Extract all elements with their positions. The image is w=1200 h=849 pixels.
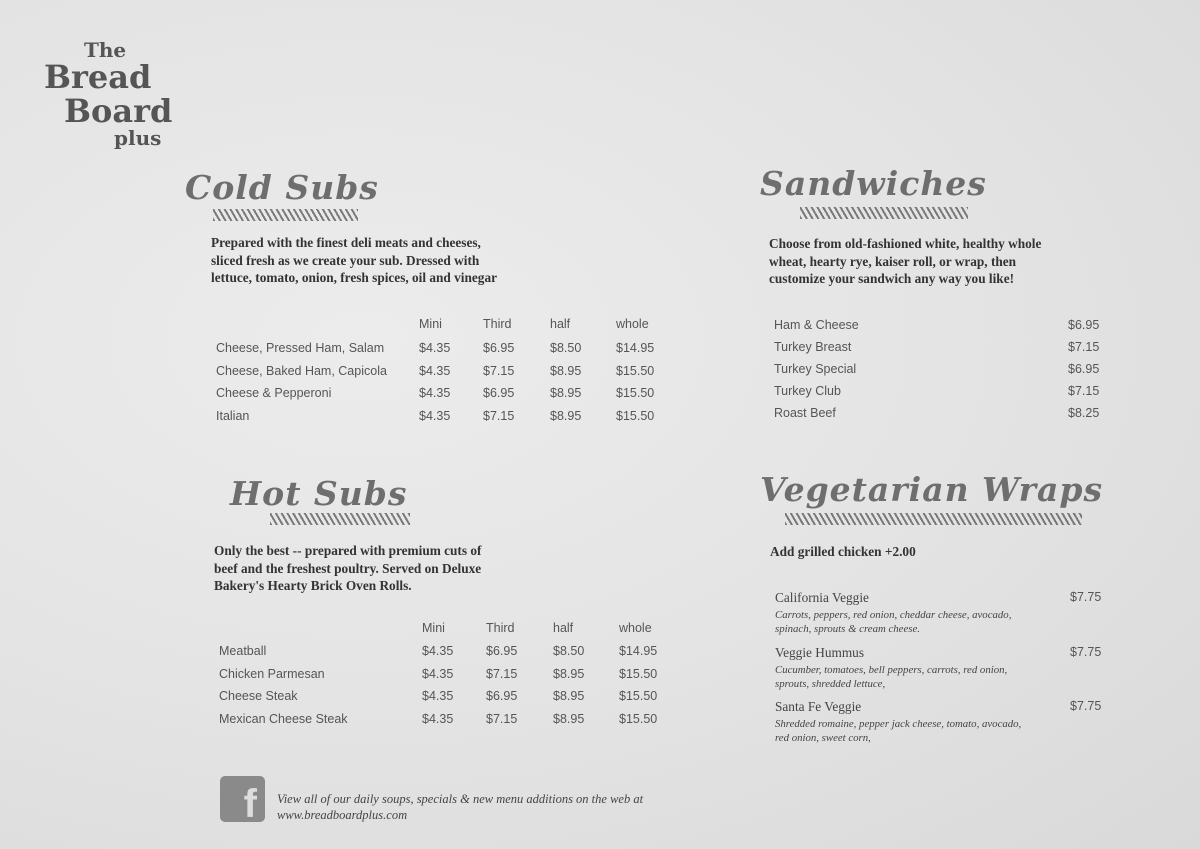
logo-line: The: [84, 38, 127, 62]
item-name: California Veggie: [775, 590, 869, 605]
item-price: $7.15: [483, 363, 515, 378]
logo-line: Bread: [44, 58, 152, 96]
item-description: Shredded romaine, pepper jack cheese, tomato, avocado,: [775, 718, 1022, 730]
item-price: $14.95: [619, 644, 658, 658]
item-price: $8.25: [1068, 406, 1100, 420]
item-price: $6.95: [1068, 362, 1100, 376]
item-price: $15.50: [616, 408, 655, 423]
footer-line: View all of our daily soups, specials & new menu additions on the web at: [277, 792, 644, 806]
heading-divider: [213, 209, 358, 221]
hot-subs-description: [214, 542, 481, 595]
item-name: Turkey Special: [774, 362, 857, 376]
item-price: $8.50: [550, 341, 582, 355]
item-name: Mexican Cheese Steak: [219, 711, 348, 726]
item-price: $15.50: [619, 711, 658, 726]
item-name: Ham & Cheese: [774, 318, 859, 332]
description-line: Choose from old-fashioned white, healthy whole: [769, 236, 1042, 251]
description-line: wheat, hearty rye, kaiser roll, or wrap, then: [769, 253, 1017, 269]
logo-line: plus: [114, 126, 162, 151]
item-price: $4.35: [422, 666, 454, 681]
item-price: $15.50: [616, 363, 655, 378]
item-price: $15.50: [619, 689, 658, 704]
description-line: Bakery's Hearty Brick Oven Rolls.: [214, 578, 412, 593]
column-header: whole: [616, 317, 649, 331]
item-price: $4.35: [422, 644, 454, 658]
item-price: $7.75: [1070, 699, 1102, 713]
logo: [42, 40, 212, 149]
item-name: Veggie Hummus: [775, 644, 865, 660]
item-name: Italian: [216, 408, 250, 423]
item-description: Carrots, peppers, red onion, cheddar cheese, avocado,: [775, 609, 1012, 621]
column-header: Third: [486, 621, 515, 635]
item-price: $15.50: [619, 666, 658, 681]
item-name: Cheese, Pressed Ham, Salam: [216, 341, 385, 355]
cold-subs-heading: Cold Subs: [185, 168, 379, 207]
item-name: Cheese, Baked Ham, Capicola: [216, 363, 387, 378]
item-price: $4.35: [419, 386, 451, 401]
description-line: Only the best -- prepared with premium cuts of: [214, 543, 482, 558]
item-price: $8.95: [553, 666, 585, 681]
heading-divider: [800, 207, 968, 219]
facebook-glyph: f: [243, 782, 257, 822]
description-line: lettuce, tomato, onion, fresh spices, oil and vinegar: [211, 270, 497, 285]
item-name: Turkey Club: [774, 384, 841, 398]
cold-subs-description: [211, 234, 497, 287]
item-name: Cheese & Pepperoni: [216, 386, 332, 401]
item-price: $8.50: [553, 644, 585, 658]
item-price: $7.75: [1070, 644, 1102, 659]
item-price: $8.95: [550, 363, 582, 378]
description-line: sliced fresh as we create your sub. Dressed with: [211, 252, 480, 268]
item-price: $4.35: [419, 363, 451, 378]
item-price: $15.50: [616, 386, 655, 401]
hot-subs-heading: Hot Subs: [230, 474, 408, 513]
column-header: Third: [483, 317, 512, 331]
description-line: customize your sandwich any way you like!: [769, 271, 1015, 286]
item-price: $4.35: [422, 711, 454, 726]
item-price: $7.15: [486, 711, 518, 726]
column-header: half: [550, 317, 571, 331]
item-price: $6.95: [486, 689, 518, 704]
sandwiches-description: [769, 235, 1041, 288]
item-price: $6.95: [1068, 318, 1100, 332]
item-name: Turkey Breast: [774, 340, 852, 354]
item-price: $8.95: [550, 408, 582, 423]
column-header: Mini: [419, 317, 442, 331]
description-line: beef and the freshest poultry. Served on Deluxe: [214, 560, 482, 576]
item-price: $7.15: [1068, 384, 1100, 398]
item-price: $14.95: [616, 341, 655, 355]
item-price: $7.15: [483, 408, 515, 423]
column-header: Mini: [422, 621, 445, 635]
description-line: Prepared with the finest deli meats and cheeses,: [211, 235, 481, 250]
item-price: $7.75: [1070, 590, 1102, 604]
item-price: $6.95: [483, 341, 515, 355]
column-header: half: [553, 621, 574, 635]
vegetarian-wraps-heading: Vegetarian Wraps: [760, 470, 1104, 509]
item-price: $4.35: [419, 408, 451, 423]
item-description: Cucumber, tomatoes, bell peppers, carrots, red onion,: [775, 663, 1008, 676]
item-description: sprouts, shredded lettuce,: [775, 677, 886, 690]
heading-divider: [270, 513, 410, 525]
heading-divider: [785, 513, 1082, 525]
sandwiches-heading: Sandwiches: [760, 164, 987, 203]
website-link[interactable]: www.breadboardplus.com: [277, 808, 408, 822]
item-price: $7.15: [1068, 340, 1100, 354]
item-price: $4.35: [419, 341, 451, 355]
item-name: Cheese Steak: [219, 689, 298, 704]
item-price: $6.95: [483, 386, 515, 401]
item-price: $4.35: [422, 689, 454, 704]
logo-line: Board: [64, 91, 173, 130]
facebook-icon[interactable]: [220, 776, 265, 822]
item-price: $8.95: [553, 689, 585, 704]
item-description: spinach, sprouts & cream cheese.: [775, 623, 920, 635]
item-price: $6.95: [486, 644, 518, 658]
wraps-note: Add grilled chicken +2.00: [770, 544, 916, 559]
item-name: Santa Fe Veggie: [775, 699, 862, 714]
item-name: Meatball: [219, 644, 267, 658]
item-price: $8.95: [550, 386, 582, 401]
item-price: $7.15: [486, 666, 518, 681]
item-name: Roast Beef: [774, 406, 836, 420]
column-header: whole: [619, 621, 652, 635]
item-price: $8.95: [553, 711, 585, 726]
item-name: Chicken Parmesan: [219, 666, 325, 681]
footer-text: [277, 791, 643, 823]
item-description: red onion, sweet corn,: [775, 732, 871, 744]
